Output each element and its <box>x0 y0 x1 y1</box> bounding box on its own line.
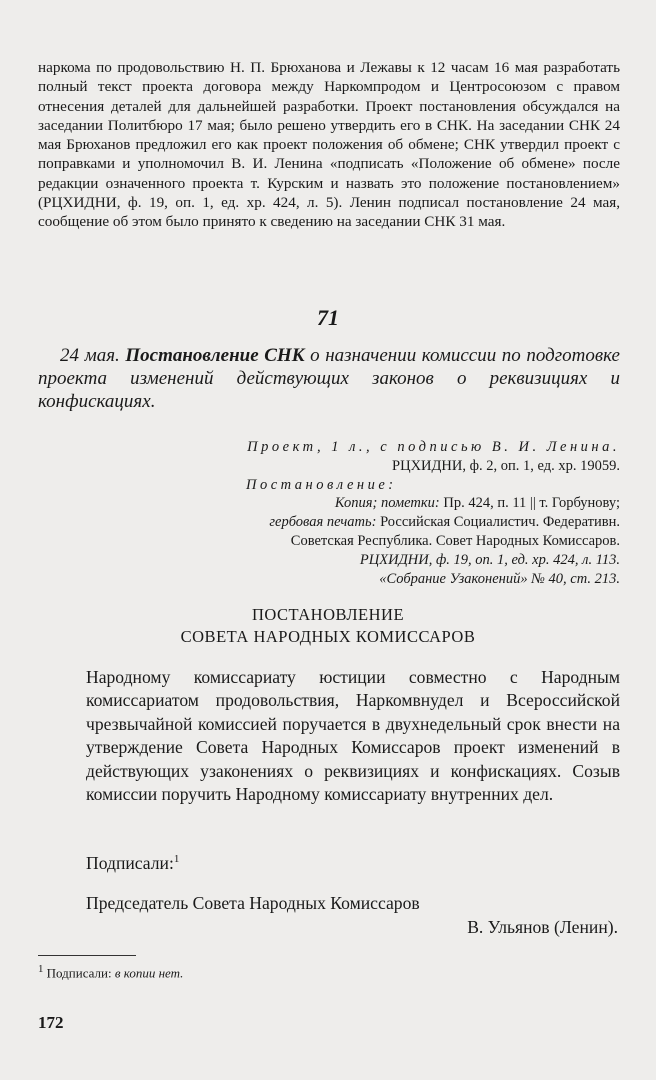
footnote-rule <box>38 955 136 956</box>
copy-line <box>38 494 620 513</box>
decree-body-text: Народному комиссариату юстиции совместно с Народным комиссариатом продовольствия, Наркомвнудел и Всероссийской чрезвычайной комиссией поручается в двухнедельный срок внести на утверждение Совета Народных Комиссаров проект изменений в действующих узаконениях о реквизициях и конфискациях. Созыв комиссии поручить Народному комиссариату внутренних дел. <box>86 667 620 805</box>
document-number: 71 <box>317 305 339 330</box>
publication: «Собрание Узаконений» № 40, ст. 213. <box>379 570 620 587</box>
footnote-label: Подписали: <box>46 965 112 981</box>
archival-notes <box>38 438 620 588</box>
decree-title-line-2: СОВЕТА НАРОДНЫХ КОМИССАРОВ <box>180 627 476 646</box>
copy-label: Копия; пометки: <box>334 495 440 512</box>
heading-rest: о назначении комиссии по подготовке проекта изменений действующих законов о реквизициях и конфискациях. <box>38 345 620 412</box>
draft-label: Проект, 1 л., с подписью В. И. Ленина. <box>247 439 620 455</box>
decree-body <box>86 666 620 806</box>
publication-line <box>38 570 620 589</box>
signed-line <box>86 853 179 874</box>
decree-title <box>0 604 656 648</box>
page-number: 172 <box>38 1013 64 1032</box>
decree-ref-line <box>38 551 620 570</box>
signed-label: Подписали: <box>86 853 174 873</box>
footnote-number: 1 <box>38 963 44 975</box>
decree-ref: РЦХИДНИ, ф. 19, оп. 1, ед. хр. 424, л. 113. <box>359 551 620 568</box>
seal-line <box>38 513 620 532</box>
chair-title: Председатель Совета Народных Комиссаров <box>86 893 420 913</box>
intro-paragraph: наркома по продовольствию Н. П. Брюханова и Лежавы к 12 часам 16 мая разработать полный текст проекта договора между Наркомпродом и Центросоюзом с правом отнесения деталей для дальнейшей разработки. Проект постановления обсуждался на заседании Политбюро 17 мая; было решено утвердить его в СНК. На заседании СНК 24 мая Брюханов предложил его как проект положения об обмене; СНК утвердил проект с поправками и уполномочил В. И. Ленина «подписать «Положение об обмене» после редакции означенного проекта т. Курским и назвать это положение постановлением» (РЦХИДНИ, ф. 19, оп. 1, ед. хр. 424, л. 5). Ленин подписал постановление 24 мая, сообщение об этом было принято к сведению на заседании СНК 31 мая. <box>38 59 620 231</box>
seal-line-2 <box>38 532 620 551</box>
footnote <box>38 963 183 981</box>
seal-text-1: Российская Социалистич. Федеративн. <box>380 514 620 531</box>
seal-text-2: Советская Республика. Совет Народных Комиссаров. <box>290 532 620 549</box>
decree-label-line <box>38 476 620 495</box>
heading-date: 24 мая. <box>60 345 120 366</box>
decree-title-line-1: ПОСТАНОВЛЕНИЕ <box>251 605 405 624</box>
copy-marks: Пр. 424, п. 11 || т. Горбунову; <box>443 495 620 512</box>
signer-name: В. Ульянов (Ленин). <box>467 917 618 937</box>
heading-lead: Постановление СНК <box>125 345 305 366</box>
footnote-text: в копии нет. <box>114 965 184 981</box>
draft-line <box>38 438 620 457</box>
seal-label: гербовая печать: <box>269 514 377 531</box>
document-heading <box>38 344 620 413</box>
draft-ref-line <box>38 457 620 476</box>
footnote-mark: 1 <box>173 853 180 866</box>
decree-label: Постановление: <box>246 476 397 493</box>
draft-ref: РЦХИДНИ, ф. 2, оп. 1, ед. хр. 19059. <box>392 457 620 474</box>
